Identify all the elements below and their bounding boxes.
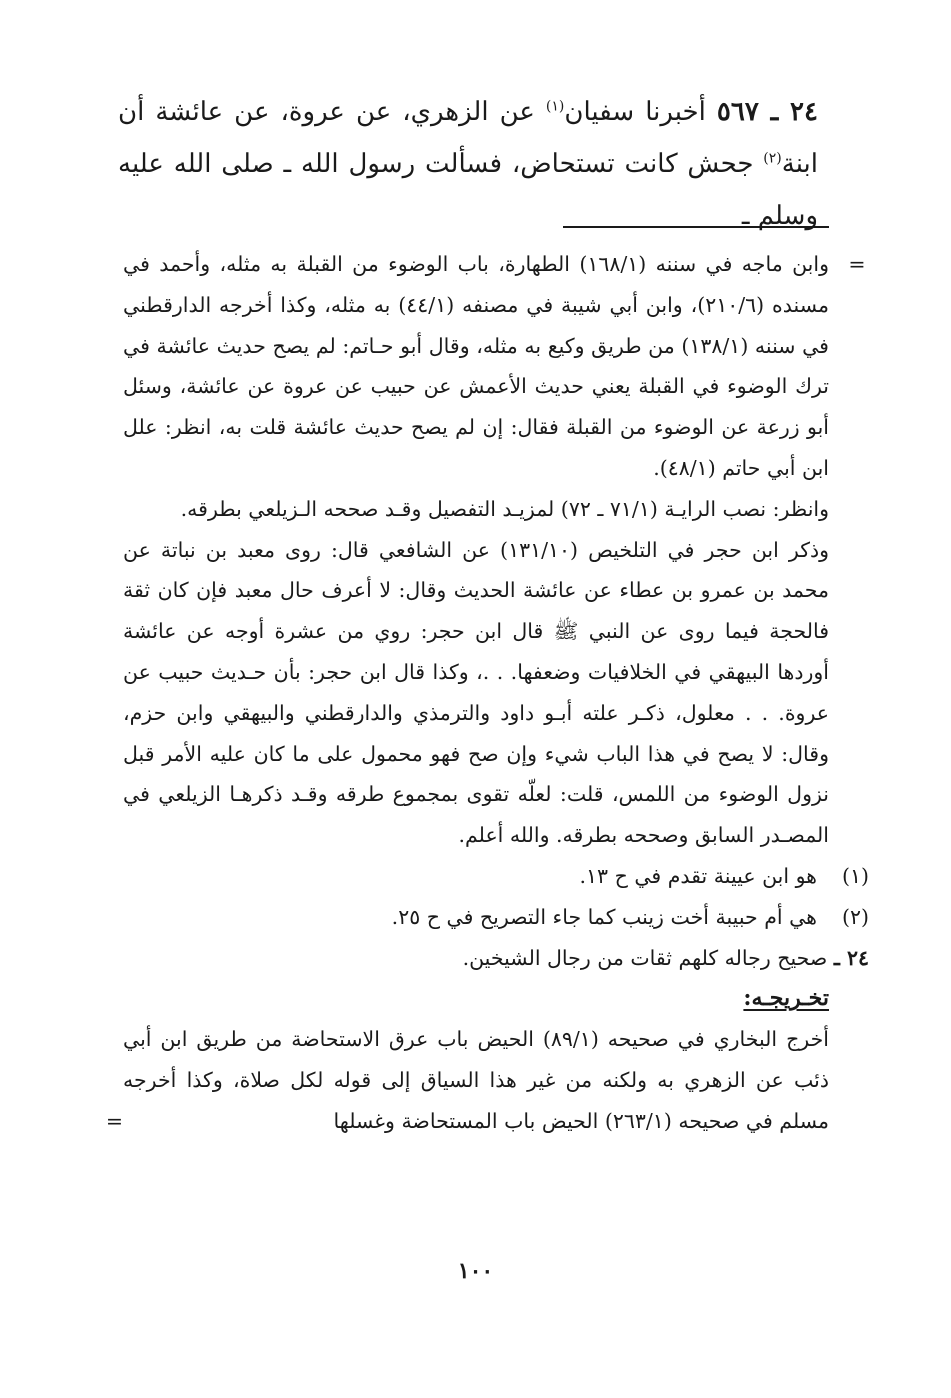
footnote-2-text: هي أم حبيبة أخت زينب كما جاء التصريح في ح ٢٥. xyxy=(391,904,817,929)
takhrij-block xyxy=(105,1019,829,1141)
footnote-1 xyxy=(123,856,869,897)
footnote-separator xyxy=(563,226,829,228)
footnotes-section xyxy=(105,244,869,1142)
main-line2: جحش كانت تستحاض، فسألت رسول الله ـ صلى الله عليه وسلم ـ xyxy=(118,149,818,231)
continuation-marker: = xyxy=(848,252,866,276)
takhrij-text: أخرج البخاري في صحيحه (٨٩/١) الحيض باب عرق الاستحاضة من طريق ابن أبي ذئب عن الزهري به ولكنه من غير هذا السياق إلى قوله لكل صلاة، وكذا أخرجه مسلم في صحيحه (٢٦٣/١) الحيض باب المستحاضة وغسلها xyxy=(123,1027,829,1133)
main-line1-a: أخبرنا سفيان xyxy=(564,97,706,127)
hadith-grading-label: ٢٤ ـ xyxy=(833,945,869,970)
footnote-1-text: هو ابن عيينة تقدم في ح ١٣. xyxy=(579,863,817,888)
continued-paragraph-2: وانظر: نصب الرايـة (٧١/١ ـ ٧٢) لمزيـد التفصيل وقـد صححه الـزيلعي بطرقه. xyxy=(180,496,829,521)
hadith-number: ٢٤ ـ ٥٦٧ xyxy=(716,97,818,127)
takhrij-heading: تخـريجـه: xyxy=(743,985,829,1012)
continued-footnote xyxy=(123,244,866,856)
footnote-2 xyxy=(123,897,869,938)
continued-paragraph-1: وابن ماجه في سننه (١٦٨/١) الطهارة، باب الوضوء من القبلة به مثله، وأحمد في مسنده (٢١٠/٦)، وابن أبي شيبة في مصنفه (٤٤/١) به مثله، وكذا أخرجه الدارقطني في سننه (١٣٨/١) من طريق وكيع به مثله، وقال أبو حـاتم: لم يصح حديث عائشة في ترك الوضوء في القبلة يعني حديث الأعمش عن حبيب عن عروة عن عائشة، وسئل أبو زرعة عن الوضوء من القبلة فقال: إن لم يصح حديث عائشة قلت به، انظر: علل ابن أبي حاتم (٤٨/١). xyxy=(123,252,829,480)
footnote-ref-2: (٢) xyxy=(763,150,782,167)
footnote-ref-1: (١) xyxy=(545,98,565,115)
main-line1-b: عن الزهري، عن عروة، عن عائشة أن ابنة xyxy=(118,97,818,179)
main-hadith-text xyxy=(118,86,818,242)
continued-paragraph-3: وذكر ابن حجر في التلخيص (١٣١/١٠) عن الشافعي قال: روى معبد بن نباتة عن محمد بن عمرو بن عطاء عن عائشة الحديث وقال: لا أعرف حال معبد فإن كان ثقة فالحجة فيما روى عن النبي ﷺ قال ابن حجر: روي من عشرة أوجه عن عائشة أوردها البيهقي في الخلافيات وضعفها. . .، وكذا قال ابن حجر: بأن حـديث حبيب عن عروة. . . معلول، ذكـر علته أبـو داود والترمذي والدارقطني والبيهقي وابن حزم، وقال: لا يصح في هذا الباب شيء وإن صح فهو محمول على ما كان عليه الأمر قبل نزول الوضوء من اللمس، قلت: لعلّه تقوى بمجموع طرقه وقـد ذكرهـا الزيلعي في المصـدر السابق وصححه بطرقه. والله أعلم. xyxy=(123,537,829,848)
hadith-grading-text: صحيح رجاله كلهم ثقات من رجال الشيخين. xyxy=(462,945,834,970)
hadith-grading xyxy=(123,938,869,979)
page-number: ١٠٠ xyxy=(457,1258,494,1284)
footnote-2-label: (٢) xyxy=(841,904,869,929)
takhrij-heading-row xyxy=(123,978,829,1019)
footnote-1-label: (١) xyxy=(841,863,869,888)
end-continuation-marker: = xyxy=(105,1108,123,1133)
